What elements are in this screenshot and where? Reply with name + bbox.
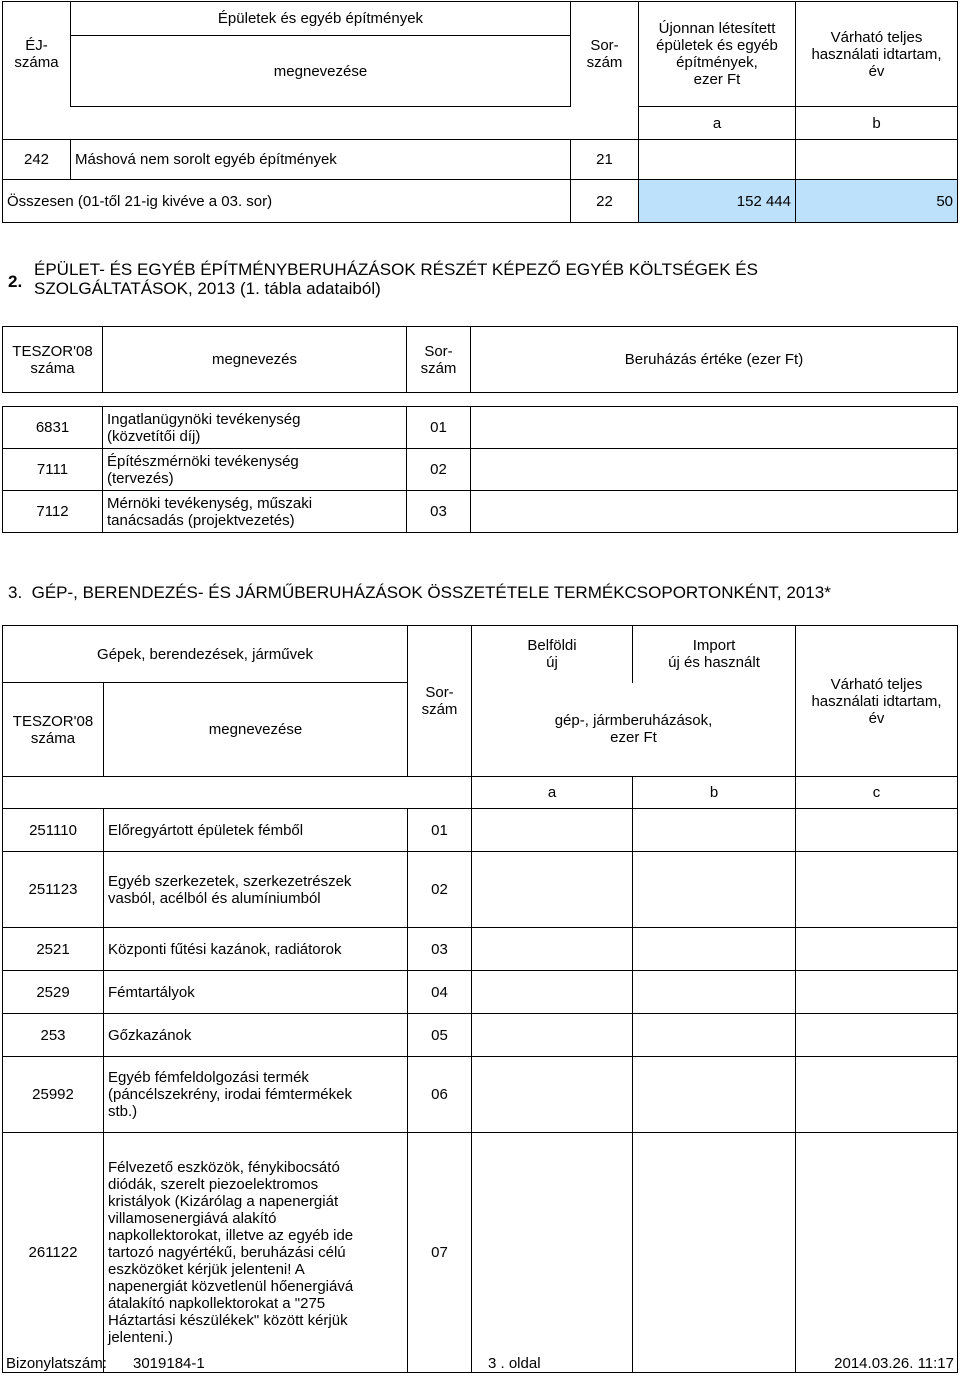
row-value-c[interactable] xyxy=(796,809,958,852)
buildings-table xyxy=(2,1,958,223)
col-id-header: ÉJ- száma xyxy=(3,2,71,107)
row-value-a[interactable] xyxy=(639,140,796,180)
row-number: 05 xyxy=(408,1014,472,1057)
row-value-c[interactable] xyxy=(796,1133,958,1373)
row-id: 25992 xyxy=(3,1057,104,1133)
col-a-label: a xyxy=(639,107,796,140)
table-row xyxy=(3,971,958,1014)
row-value-b[interactable] xyxy=(633,1133,796,1373)
row-name: Egyéb fémfeldolgozási termék (páncélszekrény, irodai fémtermékek stb.) xyxy=(104,1057,408,1133)
col-c-label: c xyxy=(796,777,958,809)
value-header: Beruházás értéke (ezer Ft) xyxy=(471,327,958,393)
section3-title: 3. GÉP-, BERENDEZÉS- ÉS JÁRMŰBERUHÁZÁSOK ÖSSZETÉTELE TERMÉKCSOPORTONKÉNT, 2013* xyxy=(8,583,831,602)
row-id: 261122 xyxy=(3,1133,104,1373)
row-id: 251123 xyxy=(3,852,104,928)
other-costs-table xyxy=(2,326,958,533)
row-value-c[interactable] xyxy=(796,928,958,971)
row-number: 03 xyxy=(408,928,472,971)
row-id: 2529 xyxy=(3,971,104,1014)
row-number: 06 xyxy=(408,1057,472,1133)
row-id: 6831 xyxy=(3,407,103,449)
row-name: Előregyártott épületek fémből xyxy=(104,809,408,852)
row-value-a[interactable] xyxy=(472,809,633,852)
row-value-a[interactable] xyxy=(472,1133,633,1373)
row-name: Gőzkazánok xyxy=(104,1014,408,1057)
row-value-a[interactable] xyxy=(472,971,633,1014)
domestic-header: Belföldi új xyxy=(472,626,633,683)
row-name: Fémtartályok xyxy=(104,971,408,1014)
row-value-c[interactable] xyxy=(796,971,958,1014)
row-value[interactable] xyxy=(471,449,958,491)
row-number: 01 xyxy=(407,407,471,449)
table-row xyxy=(3,491,958,533)
total-row xyxy=(3,180,958,223)
table-row xyxy=(3,1057,958,1133)
row-value-a[interactable] xyxy=(472,1014,633,1057)
row-value[interactable] xyxy=(471,407,958,449)
total-value-b[interactable]: 50 xyxy=(796,180,958,223)
row-value-b[interactable] xyxy=(633,928,796,971)
row-name: Építészmérnöki tevékenység (tervezés) xyxy=(103,449,407,491)
table-row xyxy=(3,928,958,971)
row-name: Mérnöki tevékenység, műszaki tanácsadás (projektvezetés) xyxy=(103,491,407,533)
row-name: Máshová nem sorolt egyéb építmények xyxy=(71,140,571,180)
section2-number: 2. xyxy=(8,272,23,291)
col-row-header: Sor- szám xyxy=(571,2,639,107)
footer xyxy=(0,1355,960,1375)
col-b-label: b xyxy=(796,107,958,140)
machinery-group-header: Gépek, berendezések, járművek xyxy=(3,626,408,683)
machinery-table xyxy=(2,625,958,1373)
row-value-b[interactable] xyxy=(796,140,958,180)
col-b-label: b xyxy=(633,777,796,809)
col-name-header: megnevezése xyxy=(71,36,571,107)
table-row xyxy=(3,407,958,449)
row-value-a[interactable] xyxy=(472,852,633,928)
row-value-c[interactable] xyxy=(796,852,958,928)
row-header: Sor- szám xyxy=(408,626,472,777)
name-header: megnevezése xyxy=(104,683,408,777)
row-number: 21 xyxy=(571,140,639,180)
row-number: 02 xyxy=(408,852,472,928)
total-row-number: 22 xyxy=(571,180,639,223)
table-row xyxy=(3,1014,958,1057)
row-id: 7111 xyxy=(3,449,103,491)
row-value-b[interactable] xyxy=(633,1057,796,1133)
section2-title: ÉPÜLET- ÉS EGYÉB ÉPÍTMÉNYBERUHÁZÁSOK RÉSZÉT KÉPEZŐ EGYÉB KÖLTSÉGEK ÉS SZOLGÁLTATÁSOK, 2013 (1. tábla adataiból) xyxy=(34,260,758,298)
row-id: 242 xyxy=(3,140,71,180)
row-header: Sor- szám xyxy=(407,327,471,393)
row-number: 02 xyxy=(407,449,471,491)
row-name: Központi fűtési kazánok, radiátorok xyxy=(104,928,408,971)
row-value-a[interactable] xyxy=(472,1057,633,1133)
row-value[interactable] xyxy=(471,491,958,533)
col-new-header: Újonnan létesített épületek és egyéb építmények, ezer Ft xyxy=(639,2,796,107)
row-name: Félvezető eszközök, fénykibocsátó diódák, szerelt piezoelektromos kristályok (Kizárólag a napenergiát villamosenergiává alakító napkollektorokat, illetve az egyéb ide tartozó nagyértékű, beruházási célú eszközöket kérjük jelenteni! A napenergiát közvetlenül hőenergiává átalakító napkollektorokat a "275 Háztartási készülékek" között kérjük jelenteni.) xyxy=(104,1133,408,1373)
col-life-header: Várható teljes használati idtartam, év xyxy=(796,2,958,107)
row-name: Egyéb szerkezetek, szerkezetrészek vasból, acélból és alumíniumból xyxy=(104,852,408,928)
row-value-b[interactable] xyxy=(633,809,796,852)
row-value-b[interactable] xyxy=(633,1014,796,1057)
row-name: Ingatlanügynöki tevékenység (közvetítői díj) xyxy=(103,407,407,449)
machine-investment-header: gép-, jármberuházások, ezer Ft xyxy=(472,683,796,777)
row-number: 01 xyxy=(408,809,472,852)
print-datetime: 2014.03.26. 11:17 xyxy=(834,1355,954,1372)
row-number: 03 xyxy=(407,491,471,533)
total-label: Összesen (01-től 21-ig kivéve a 03. sor) xyxy=(3,180,571,223)
row-value-c[interactable] xyxy=(796,1057,958,1133)
row-id: 7112 xyxy=(3,491,103,533)
name-header: megnevezés xyxy=(103,327,407,393)
table-row xyxy=(3,1133,958,1373)
total-value-a[interactable]: 152 444 xyxy=(639,180,796,223)
certificate-label: Bizonylatszám: xyxy=(6,1355,107,1372)
row-value-b[interactable] xyxy=(633,971,796,1014)
certificate-number: 3019184-1 xyxy=(133,1355,205,1372)
table-row xyxy=(3,449,958,491)
row-value-c[interactable] xyxy=(796,1014,958,1057)
page-number: 3 . oldal xyxy=(488,1355,541,1372)
table-row xyxy=(3,140,958,180)
row-id: 253 xyxy=(3,1014,104,1057)
table-row xyxy=(3,809,958,852)
row-id: 251110 xyxy=(3,809,104,852)
life-header: Várható teljes használati idtartam, év xyxy=(796,626,958,777)
teszor-header: TESZOR'08 száma xyxy=(3,683,104,777)
row-value-b[interactable] xyxy=(633,852,796,928)
buildings-group-header: Épületek és egyéb építmények xyxy=(71,2,571,36)
row-number: 04 xyxy=(408,971,472,1014)
table-row xyxy=(3,852,958,928)
row-number: 07 xyxy=(408,1133,472,1373)
import-header: Import új és használt xyxy=(633,626,796,683)
teszor-header: TESZOR'08 száma xyxy=(3,327,103,393)
col-a-label: a xyxy=(472,777,633,809)
row-id: 2521 xyxy=(3,928,104,971)
row-value-a[interactable] xyxy=(472,928,633,971)
